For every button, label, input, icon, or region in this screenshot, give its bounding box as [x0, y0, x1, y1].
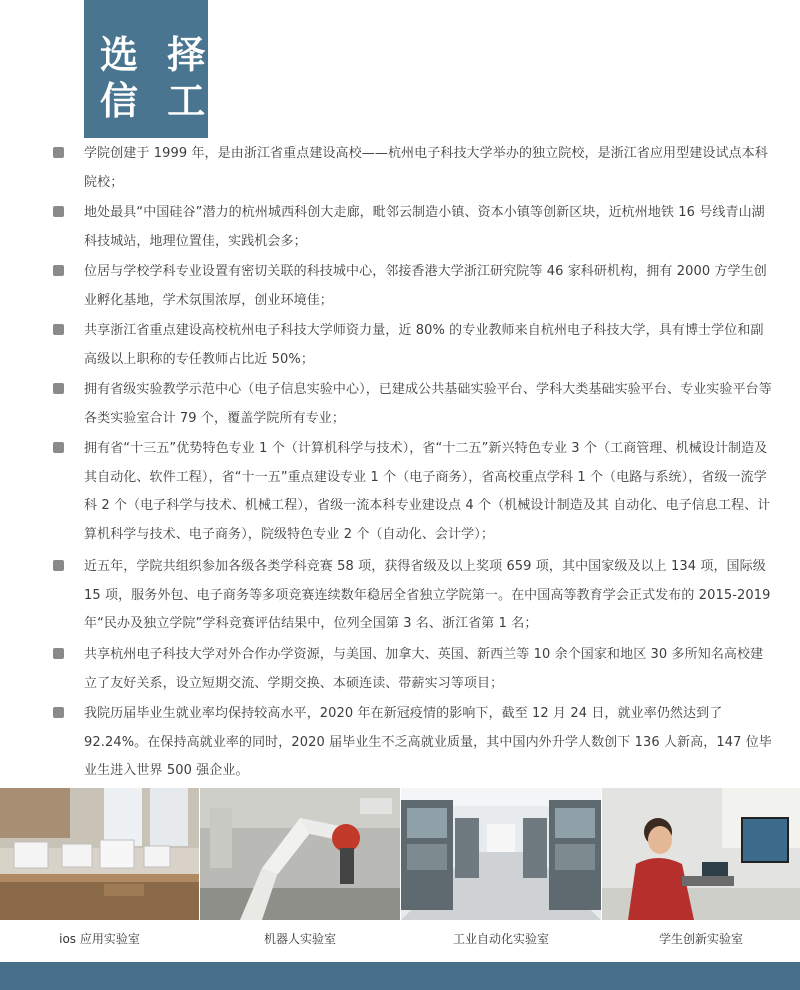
list-item-text: 拥有省级实验教学示范中心（电子信息实验中心），已建成公共基础实验平台、学科大类基础实验平台、专业实验平台等各类实验室合计 79 个，覆盖学院所有专业； [84, 382, 772, 426]
automation-lab-photo [401, 788, 601, 920]
photo-caption: ios 应用实验室 [59, 932, 140, 946]
photo-caption: 机器人实验室 [263, 932, 336, 946]
list-item-text: 拥有省“十三五”优势特色专业 1 个（计算机科学与技术），省“十二五”新兴特色专业 3 个（工商管理、机械设计制造及其自动化、软件工程），省“十一五”重点建设专业 1 个（电子商务），省高校重点学科 1 个（电路与系统），省级一流学科 2 个（电子科学与技术、机械工程），省级一流本科专业建设点 4 个（机械设计制造及其 自动化、电子信息工程、计算机科学与技术、电子商务），院级特色专业 2 个（自动化、会计学）； [84, 441, 771, 542]
footer-bar [0, 962, 800, 990]
square-bullet-icon [53, 147, 64, 158]
list-item-text: 我院历届毕业生就业率均保持较高水平，2020 年在新冠疫情的影响下，截至 12 月 24 日，就业率仍然达到了 92.24%。在保持高就业率的同时，2020 届毕业生不乏高就业质量，其中国内外升学人数创下 136 人新高，147 位毕业生进入世界 500 强企业。 [84, 706, 772, 778]
square-bullet-icon [53, 265, 64, 276]
list-item-text: 近五年，学院共组织参加各级各类学科竞赛 58 项，获得省级及以上奖项 659 项，其中国家级及以上 134 项，国际级 15 项，服务外包、电子商务等多项竞赛连续数年稳居全省独立学院第一。在中国高等教育学会正式发布的 2015-2019 年“民办及独立学院”学科竞赛评估结果中，位列全国第 3 名、浙江省第 1 名； [84, 559, 771, 631]
square-bullet-icon [53, 324, 64, 335]
square-bullet-icon [53, 648, 64, 659]
list-item-text: 位居与学校学科专业设置有密切关联的科技城中心，邻接香港大学浙江研究院等 46 家科研机构，拥有 2000 方学生创业孵化基地，学术氛围浓厚，创业环境佳； [84, 264, 767, 308]
list-item-text: 共享浙江省重点建设高校杭州电子科技大学师资力量，近 80% 的专业教师来自杭州电子科技大学，具有博士学位和副高级以上职称的专任教师占比近 50%； [84, 323, 764, 367]
robot-lab-photo [200, 788, 400, 920]
photo-caption: 工业自动化实验室 [452, 932, 549, 946]
section-title-line-2: 信 工 [100, 79, 214, 123]
innovation-lab-photo [602, 788, 800, 920]
square-bullet-icon [53, 442, 64, 453]
square-bullet-icon [53, 707, 64, 718]
square-bullet-icon [53, 560, 64, 571]
section-title-line-1: 选 择 [100, 33, 214, 77]
square-bullet-icon [53, 206, 64, 217]
square-bullet-icon [53, 383, 64, 394]
list-item-text: 共享杭州电子科技大学对外合作办学资源，与美国、加拿大、英国、新西兰等 10 余个国家和地区 30 多所知名高校建立了友好关系，设立短期交流、学期交换、本硕连读、带薪实习等项目； [84, 647, 764, 691]
photo-caption: 学生创新实验室 [658, 932, 743, 946]
section-title-block [84, 0, 214, 138]
lab-photo-strip [0, 788, 800, 920]
ios-lab-photo [0, 788, 199, 920]
list-item-text: 学院创建于 1999 年，是由浙江省重点建设高校——杭州电子科技大学举办的独立院校，是浙江省应用型建设试点本科院校； [84, 146, 768, 190]
list-item-text: 地处最具“中国硅谷”潜力的杭州城西科创大走廊，毗邻云制造小镇、资本小镇等创新区块，近杭州地铁 16 号线青山湖科技城站，地理位置佳，实践机会多； [84, 205, 765, 249]
